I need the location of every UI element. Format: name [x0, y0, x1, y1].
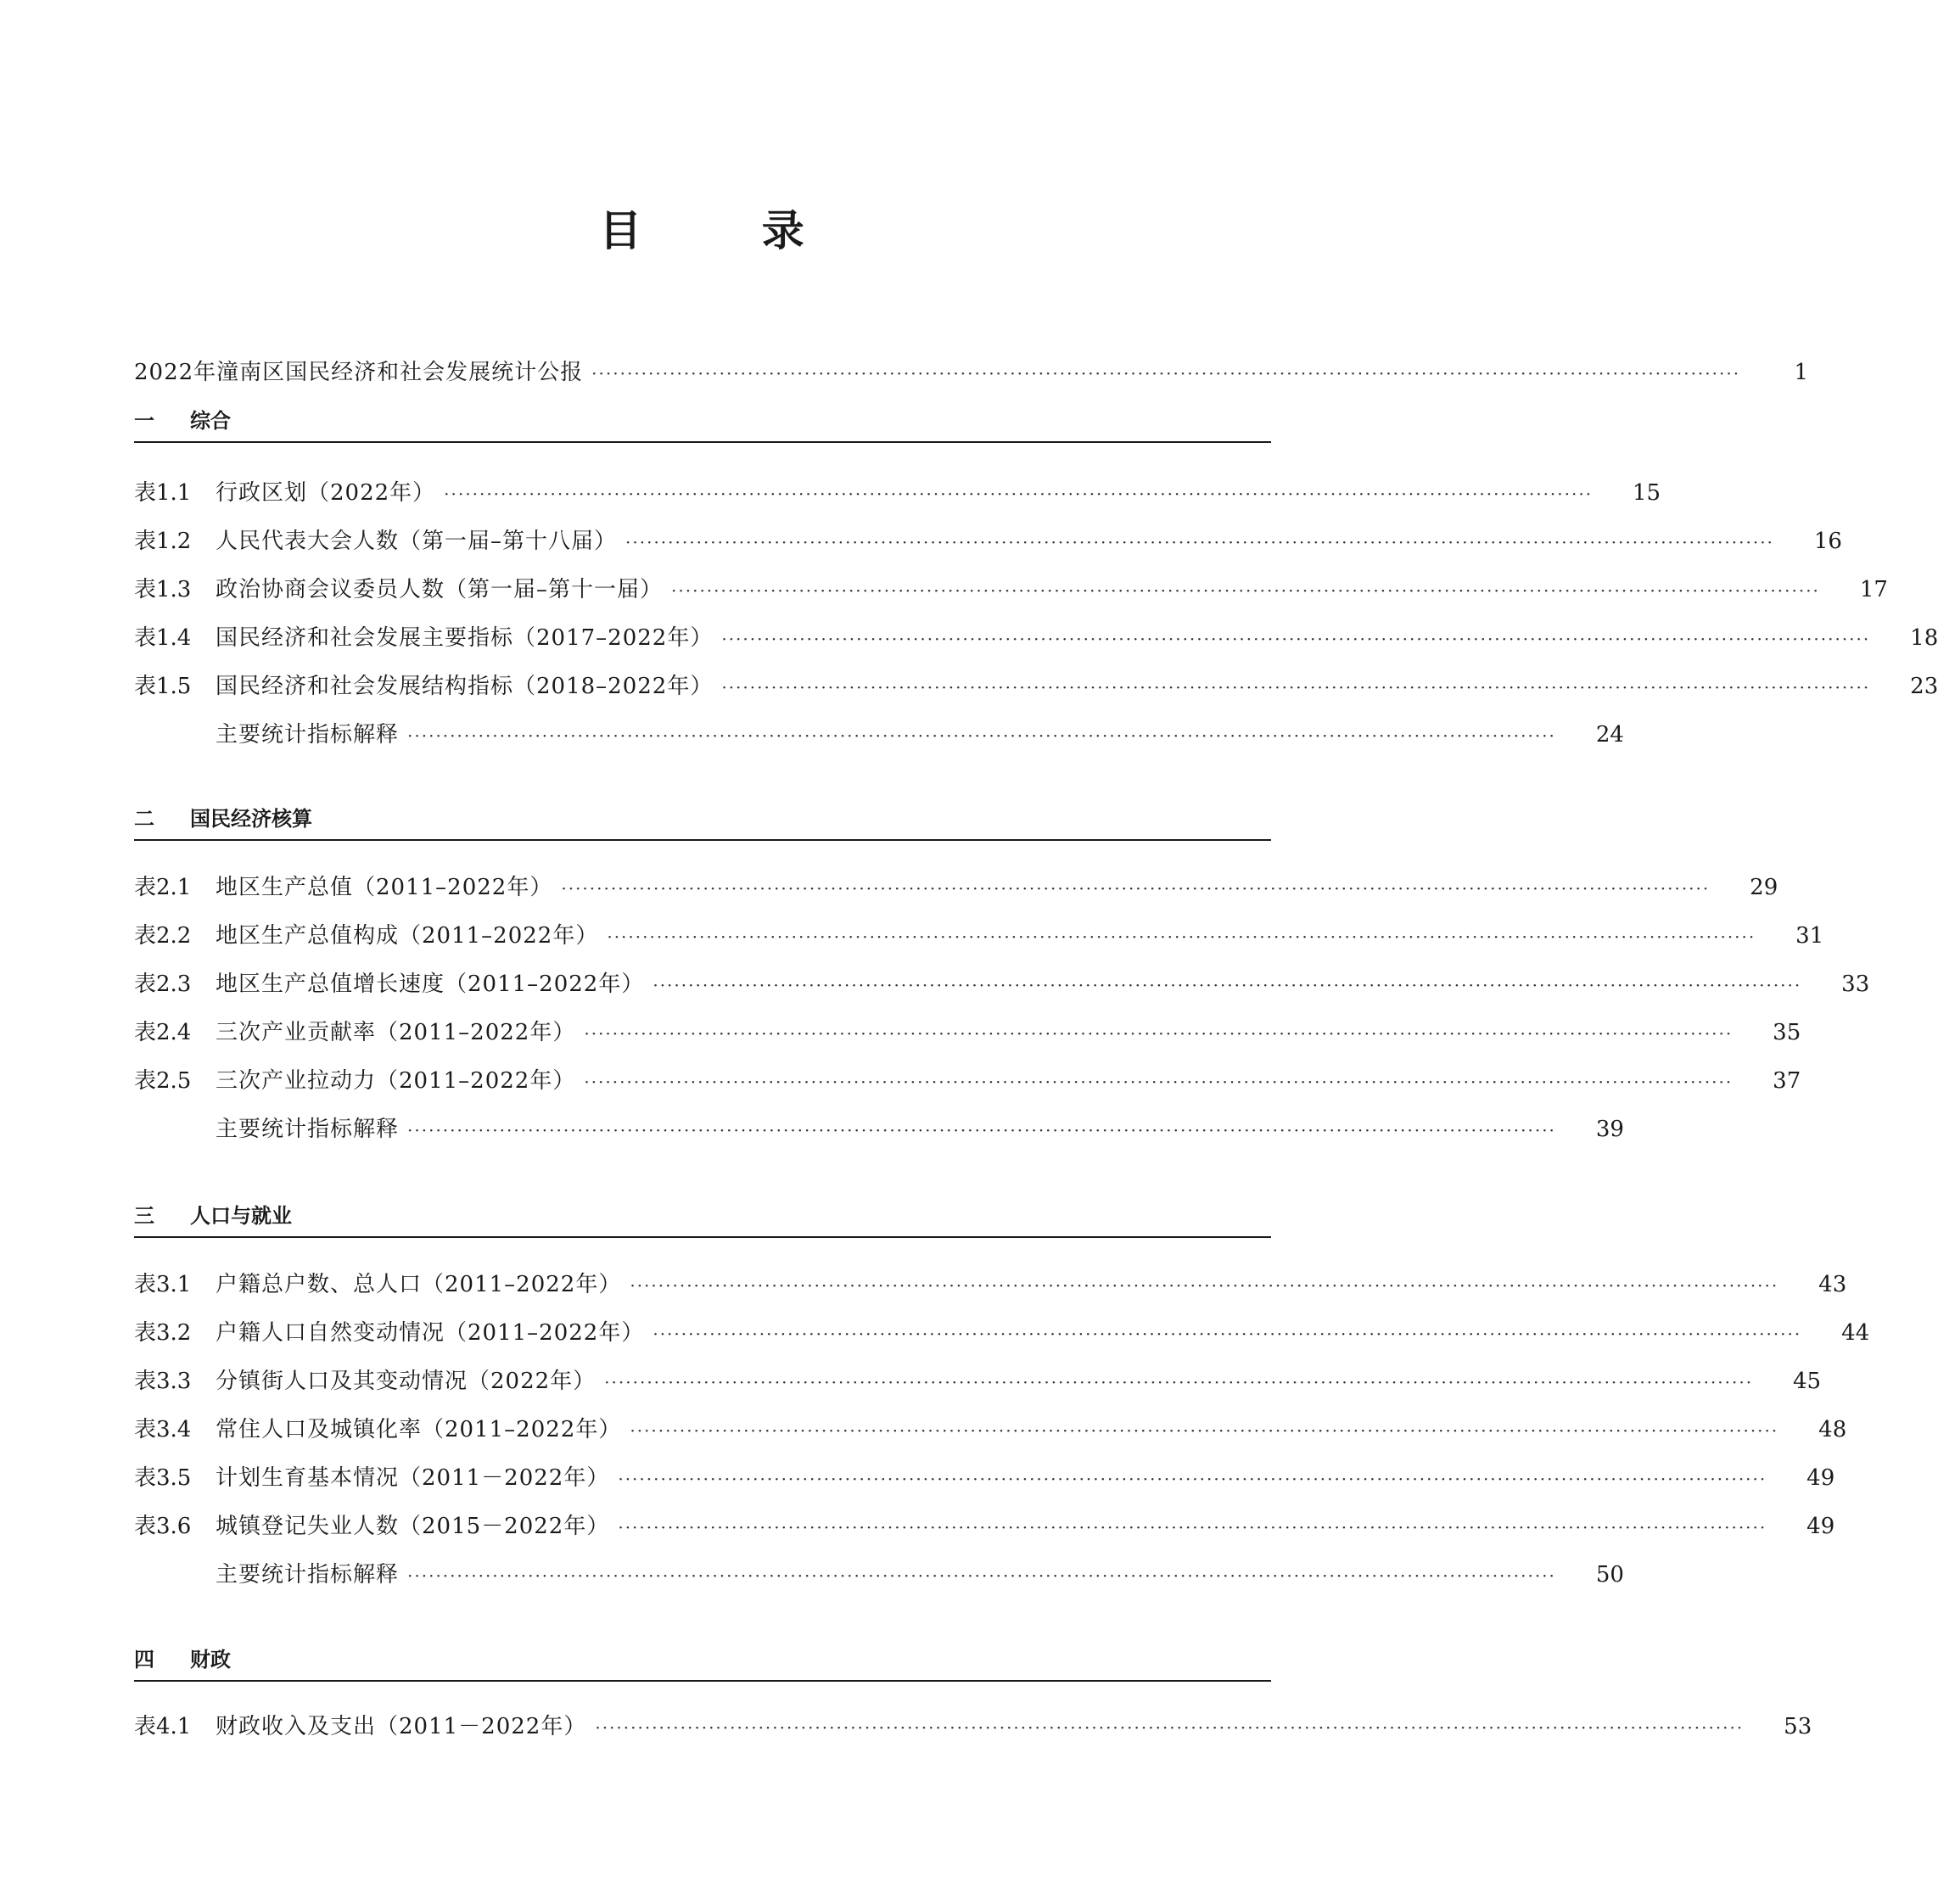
- toc-entry-page: 37: [1773, 1068, 1801, 1094]
- toc-entry-label: 户籍人口自然变动情况（2011–2022年）: [216, 1320, 645, 1346]
- section-name: 综合: [190, 409, 231, 433]
- table-number: 表2.1: [134, 875, 192, 900]
- section-name: 人口与就业: [190, 1204, 292, 1228]
- section-name: 国民经济核算: [190, 807, 312, 831]
- toc-entry-page: 16: [1813, 529, 1842, 554]
- toc-entry[interactable]: [134, 1709, 1812, 1743]
- leader-dots: ··································································································································································: [630, 1420, 1779, 1441]
- table-number: 表2.3: [134, 972, 192, 997]
- toc-entry-label: 三次产业贡献率（2011–2022年）: [216, 1020, 576, 1045]
- toc-entry-page: 35: [1773, 1020, 1801, 1045]
- leader-dots: ··································································································································································: [407, 1120, 1556, 1140]
- toc-entry[interactable]: [134, 966, 1870, 1000]
- toc-entry-label: 政治协商会议委员人数（第一届–第十一届）: [216, 577, 664, 602]
- table-number: 表3.5: [134, 1465, 192, 1491]
- toc-entry[interactable]: [134, 620, 1938, 654]
- toc-entry-page: 53: [1784, 1714, 1812, 1739]
- toc-entry[interactable]: [134, 669, 1938, 703]
- page-title: 目 录: [599, 205, 857, 255]
- toc-entry-label: 主要统计指标解释: [216, 1117, 400, 1142]
- toc-entry-page: 44: [1841, 1320, 1870, 1346]
- toc-entry-label: 户籍总户数、总人口（2011–2022年）: [216, 1272, 622, 1297]
- leader-dots: ··································································································································································: [721, 677, 1871, 697]
- toc-entry-page: 15: [1632, 480, 1661, 506]
- leader-dots: ··································································································································································: [591, 363, 1741, 384]
- toc-entry-label: 主要统计指标解释: [216, 1562, 400, 1588]
- table-number: 表2.2: [134, 923, 192, 949]
- leader-dots: ··································································································································································: [607, 927, 1756, 947]
- table-number: 表3.4: [134, 1417, 192, 1442]
- table-number: 表4.1: [134, 1714, 192, 1739]
- toc-entry[interactable]: [134, 524, 1842, 557]
- toc-entry[interactable]: [134, 1557, 1624, 1591]
- toc-entry-page: 39: [1595, 1117, 1624, 1142]
- section-number: 一: [134, 409, 154, 433]
- table-number: 表2.5: [134, 1068, 192, 1094]
- leader-dots: ··································································································································································: [653, 975, 1802, 995]
- section-heading-3: [134, 1199, 1271, 1238]
- toc-entry-label: 行政区划（2022年）: [216, 480, 436, 506]
- table-number: 表1.2: [134, 529, 192, 554]
- toc-entry-page: 17: [1859, 577, 1888, 602]
- leader-dots: ··································································································································································: [618, 1517, 1767, 1537]
- table-number: 表1.4: [134, 625, 192, 651]
- toc-entry[interactable]: [134, 1364, 1822, 1397]
- toc-entry-page: 45: [1792, 1369, 1822, 1394]
- section-number: 三: [134, 1204, 154, 1228]
- toc-entry-page: 43: [1818, 1272, 1847, 1297]
- leader-dots: ··································································································································································: [407, 1565, 1556, 1586]
- toc-entry[interactable]: [134, 1112, 1624, 1145]
- table-number: 表3.2: [134, 1320, 192, 1346]
- table-number: 表3.1: [134, 1272, 192, 1297]
- toc-entry-page: 1: [1794, 360, 1809, 385]
- toc-entry-label: 三次产业拉动力（2011–2022年）: [216, 1068, 576, 1094]
- toc-entry-page: 48: [1818, 1417, 1847, 1442]
- toc-entry-label: 主要统计指标解释: [216, 722, 400, 748]
- toc-entry[interactable]: [134, 1315, 1870, 1349]
- toc-entry-label: 人民代表大会人数（第一届–第十八届）: [216, 529, 618, 554]
- toc-entry[interactable]: [134, 1509, 1835, 1543]
- leader-dots: ··································································································································································: [630, 1275, 1779, 1296]
- leader-dots: ··································································································································································: [584, 1072, 1734, 1092]
- toc-entry-label: 财政收入及支出（2011－2022年）: [216, 1714, 587, 1739]
- toc-entry-page: 29: [1750, 875, 1778, 900]
- toc-entry-page: 18: [1910, 625, 1938, 651]
- section-name: 财政: [190, 1648, 231, 1672]
- toc-entry-label: 地区生产总值增长速度（2011–2022年）: [216, 972, 645, 997]
- toc-entry-label: 计划生育基本情况（2011－2022年）: [216, 1465, 610, 1491]
- toc-entry-label: 地区生产总值构成（2011–2022年）: [216, 923, 599, 949]
- toc-entry[interactable]: [134, 1267, 1847, 1301]
- toc-entry-label: 国民经济和社会发展主要指标（2017–2022年）: [216, 625, 714, 651]
- section-number: 四: [134, 1648, 154, 1672]
- toc-entry-page: 50: [1595, 1562, 1624, 1588]
- table-number: 表2.4: [134, 1020, 192, 1045]
- leader-dots: ··································································································································································: [721, 629, 1871, 649]
- leader-dots: ··································································································································································: [407, 725, 1556, 746]
- table-number: 表3.6: [134, 1514, 192, 1539]
- table-number: 表1.3: [134, 577, 192, 602]
- toc-entry[interactable]: [134, 475, 1661, 509]
- section-number: 二: [134, 807, 154, 831]
- toc-entry[interactable]: [134, 1412, 1847, 1446]
- toc-entry[interactable]: [134, 870, 1778, 904]
- toc-entry[interactable]: [134, 918, 1824, 952]
- toc-entry-page: 31: [1795, 923, 1824, 949]
- table-number: 表1.1: [134, 480, 192, 506]
- toc-entry[interactable]: [134, 1063, 1801, 1097]
- section-heading-2: [134, 802, 1271, 841]
- table-number: 表3.3: [134, 1369, 192, 1394]
- toc-entry-label: 分镇街人口及其变动情况（2022年）: [216, 1369, 597, 1394]
- toc-entry-label: 城镇登记失业人数（2015－2022年）: [216, 1514, 610, 1539]
- table-number: 表1.5: [134, 674, 192, 699]
- leader-dots: ··································································································································································: [618, 1469, 1767, 1489]
- leader-dots: ··································································································································································: [444, 484, 1594, 504]
- toc-entry-label: 地区生产总值（2011–2022年）: [216, 875, 553, 900]
- leader-dots: ··································································································································································: [595, 1717, 1745, 1738]
- leader-dots: ··································································································································································: [653, 1324, 1802, 1344]
- toc-entry-page: 23: [1910, 674, 1938, 699]
- toc-entry-page: 33: [1841, 972, 1870, 997]
- toc-entry[interactable]: [134, 572, 1888, 606]
- leader-dots: ··································································································································································: [561, 878, 1711, 899]
- toc-entry-page: 49: [1806, 1465, 1835, 1491]
- toc-entry-bulletin[interactable]: [134, 355, 1809, 389]
- toc-entry[interactable]: [134, 717, 1624, 751]
- leader-dots: ··································································································································································: [671, 580, 1820, 601]
- toc-entry-page: 49: [1806, 1514, 1835, 1539]
- section-heading-1: [134, 404, 1271, 443]
- toc-entry-label: 常住人口及城镇化率（2011–2022年）: [216, 1417, 622, 1442]
- toc-entry-page: 24: [1595, 722, 1624, 748]
- section-heading-4: [134, 1643, 1271, 1682]
- leader-dots: ··································································································································································: [604, 1372, 1754, 1392]
- toc-entry-label: 2022年潼南区国民经济和社会发展统计公报: [134, 360, 584, 385]
- toc-entry[interactable]: [134, 1015, 1801, 1049]
- leader-dots: ··································································································································································: [584, 1023, 1734, 1044]
- toc-entry-label: 国民经济和社会发展结构指标（2018–2022年）: [216, 674, 714, 699]
- toc-entry[interactable]: [134, 1460, 1835, 1494]
- leader-dots: ··································································································································································: [625, 532, 1774, 552]
